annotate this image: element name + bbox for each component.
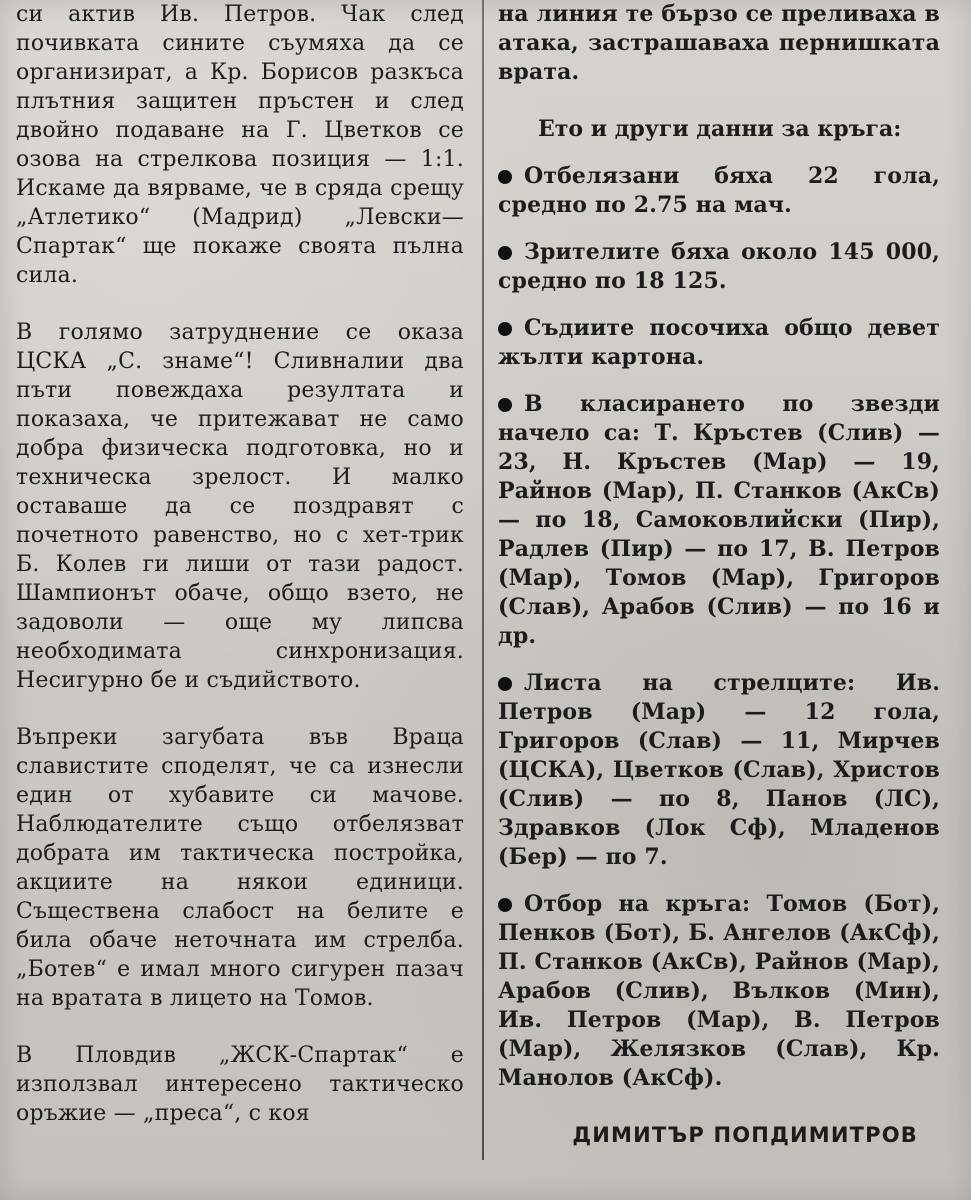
- bullet-text-3: Съдиите посочиха общо девет жълти картона.: [498, 315, 948, 370]
- bullet-paragraph-6: [498, 890, 948, 1093]
- left-paragraph-1: си актив Ив. Петров. Чак след почивката сините съумяха да се организират, а Кр. Борисов разкъса плътния защитен пръстен и след двойно подаване на Г. Цветков се озова на стрелкова позиция — 1:1. Искаме да вярваме, че в сряда срещу „Атлетико“ (Мадрид) „Левски—Спартак“ ще покаже своята пълна сила.: [16, 2, 472, 288]
- bullet-text-1: Отбелязани бяха 22 гола, средно по 2.75 на мач.: [498, 163, 948, 218]
- bullet-spacer: [498, 372, 940, 390]
- right-column: [496, 0, 948, 1150]
- bullet-text-2: Зрителите бяха около 145 000, средно по 18 125.: [498, 239, 948, 294]
- bullet-paragraph-3: [498, 314, 948, 372]
- left-paragraph-4: В Пловдив „ЖСК-Спартак“ е използвал интересено тактическо оръжие — „преса“, с коя: [16, 1043, 472, 1126]
- bullet-icon: [498, 677, 512, 691]
- bullet-icon: [498, 898, 512, 912]
- left-column: [14, 0, 472, 1128]
- bullet-icon: [498, 322, 512, 336]
- bullet-text-6: Отбор на кръга: Томов (Бот), Пенков (Бот), Б. Ангелов (АкСф), П. Станков (АкСв), Райнов (Мар), Арабов (Слив), Вълков (Мин), Ив. Петров (Мар), В. Петров (Мар), Желязков (Слав), Кр. Манолов (АкСф).: [498, 891, 948, 1091]
- bullet-paragraph-5: [498, 669, 948, 872]
- bullet-spacer: [498, 144, 940, 162]
- paragraph-spacer: [16, 695, 464, 723]
- bullet-icon: [498, 170, 512, 184]
- bullet-text-4: В класирането по звезди начело са: Т. Кръстев (Слив) — 23, Н. Кръстев (Мар) — 19, Райнов (Мар), П. Станков (АкСв) — по 18, Самоковлийски (Пир), Радлев (Пир) — по 17, В. Петров (Мар), Томов (Мар), Григоров (Слав), Арабов (Слив) — по 16 и др.: [498, 391, 948, 649]
- bullet-paragraph-4: [498, 390, 948, 651]
- column-divider: [482, 0, 484, 1160]
- paragraph-spacer: [16, 1013, 464, 1041]
- section-heading: Ето и други данни за кръга:: [538, 116, 902, 142]
- author-signature: ДИМИТЪР ПОПДИМИТРОВ: [572, 1123, 918, 1147]
- bullet-spacer: [498, 220, 940, 238]
- signature-spacer: [498, 1093, 940, 1121]
- bullet-spacer: [498, 651, 940, 669]
- left-paragraph-2: В голямо затруднение се оказа ЦСКА „С. знаме“! Сливналии два пъти повеждаха резултата и показаха, че притежават не само добра физическа подготовка, но и техническа зрелост. И малко оставаше да се поздравят с почетното равенство, но с хет-трик Б. Колев ги лиши от тази радост. Шампионът обаче, общо взето, не задоволи — още му липсва необходимата синхронизация. Несигурно бе и съдийството.: [16, 320, 472, 693]
- bullet-icon: [498, 398, 512, 412]
- bullet-text-5: Листа на стрелците: Ив. Петров (Мар) — 12 гола, Григоров (Слав) — 11, Мирчев (ЦСКА), Цветков (Слав), Христов (Слив) — по 8, Панов (ЛС), Здравков (Лок Сф), Младенов (Бер) — по 7.: [498, 670, 948, 870]
- right-intro: на линия те бързо се преливаха в атака, застрашаваха пернишката врата.: [498, 1, 948, 85]
- bullet-paragraph-2: [498, 238, 948, 296]
- paragraph-spacer: [16, 290, 464, 318]
- section-spacer: [498, 87, 940, 115]
- bullet-paragraph-1: [498, 162, 948, 220]
- bullet-spacer: [498, 296, 940, 314]
- bullet-spacer: [498, 872, 940, 890]
- left-paragraph-3: Въпреки загубата във Враца славистите споделят, че са изнесли един от хубавите си мачове. Наблюдателите също отбелязват добрата им тактическа постройка, акциите на някои единици. Съществена слабост на белите е била обаче неточната им стрелба. „Ботев“ е имал много сигурен пазач на вратата в лицето на Томов.: [16, 725, 472, 1011]
- bullet-icon: [498, 246, 512, 260]
